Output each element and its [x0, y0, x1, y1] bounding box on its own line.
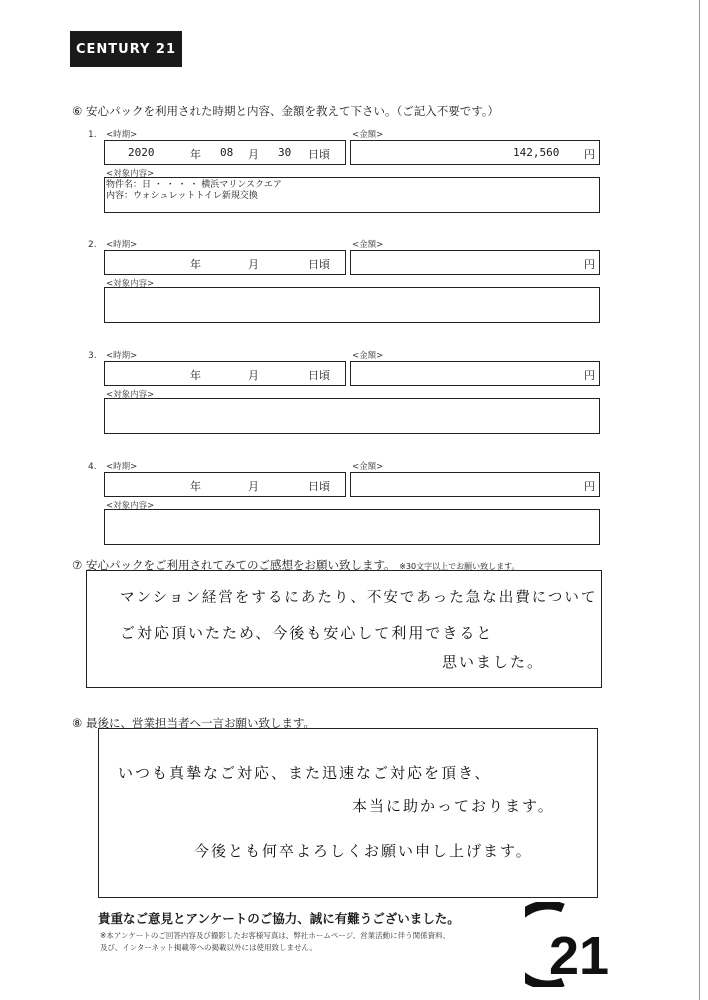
q7-heading-text: ⑦ 安心パックをご利用されてみてのご感想をお願い致します。 — [72, 558, 396, 572]
entry-4-number: 4. — [88, 462, 97, 472]
q8-answer-line-3: 今後とも何卒よろしくお願い申し上げます。 — [194, 842, 533, 860]
entry-4-content-box — [104, 509, 600, 545]
logo-mark-text: 21 — [549, 926, 610, 986]
entry-2-day-unit: 日頃 — [308, 258, 330, 271]
entry-2-month-unit: 月 — [248, 258, 259, 271]
q7-heading-note: ※30文字以上でお願い致します。 — [399, 562, 520, 571]
entry-2-yen-unit: 円 — [584, 258, 595, 271]
entry-1-year: 2020 — [128, 146, 155, 159]
entry-3-content-box — [104, 398, 600, 434]
entry-4-content-label: <対象内容> — [106, 501, 155, 511]
entry-1-content-line2: 内容：ウォシュレットトイレ新規交換 — [106, 191, 258, 201]
century21-mark-logo — [525, 902, 625, 987]
entry-1-number: 1. — [88, 130, 97, 140]
entry-2-content-box — [104, 287, 600, 323]
q7-answer-line-1: マンション経営をするにあたり、不安であった急な出費について — [120, 590, 598, 606]
entry-4-amount-box — [350, 472, 600, 497]
entry-4-amount-label: <金額> — [352, 462, 384, 472]
entry-3-period-label: <時期> — [106, 351, 138, 361]
entry-1-year-unit: 年 — [190, 148, 201, 161]
entry-2-content-label: <対象内容> — [106, 279, 155, 289]
entry-3-day-unit: 日頃 — [308, 369, 330, 382]
footnote-line-1: ※本アンケートのご回答内容及び撮影したお客様写真は、弊社ホームページ、営業活動に伴う関係資料、 — [100, 931, 451, 940]
q7-answer-line-3: 思いました。 — [442, 653, 545, 671]
entry-1-content-line1: 物件名：日 ・ ・ ・ ・ 横浜マリンスクエア — [106, 180, 282, 190]
entry-3-amount-box — [350, 361, 600, 386]
entry-1-day: 30 — [278, 146, 292, 159]
entry-1-day-unit: 日頃 — [308, 148, 330, 161]
q7-answer-line-2: ご対応頂いたため、今後も安心して利用できると — [120, 624, 494, 642]
entry-4-day-unit: 日頃 — [308, 480, 330, 493]
entry-2-amount-label: <金額> — [352, 240, 384, 250]
entry-1-month-unit: 月 — [248, 148, 259, 161]
q6-heading: ⑥ 安心パックを利用された時期と内容、金額を教えて下さい。（ご記入不要です。） — [72, 104, 500, 118]
century21-logo: CENTURY 21 — [70, 31, 182, 67]
entry-3-yen-unit: 円 — [584, 369, 595, 382]
entry-3-month-unit: 月 — [248, 369, 259, 382]
entry-4-year-unit: 年 — [190, 480, 201, 493]
entry-1-period-label: <時期> — [106, 130, 138, 140]
q8-heading: ⑧ 最後に、営業担当者へ一言お願い致します。 — [72, 716, 316, 730]
entry-4-month-unit: 月 — [248, 480, 259, 493]
footnote-line-2: 及び、インターネット掲載等への掲載以外には使用致しません。 — [100, 943, 317, 952]
page-edge — [699, 0, 700, 1000]
entry-1-content-label: <対象内容> — [106, 169, 155, 179]
entry-2-amount-box — [350, 250, 600, 275]
entry-3-year-unit: 年 — [190, 369, 201, 382]
entry-2-period-label: <時期> — [106, 240, 138, 250]
entry-1-amount: 142,560 — [513, 146, 560, 159]
entry-4-period-label: <時期> — [106, 462, 138, 472]
entry-1-amount-label: <金額> — [352, 130, 384, 140]
entry-2-year-unit: 年 — [190, 258, 201, 271]
entry-2-number: 2. — [88, 240, 97, 250]
q8-answer-line-2: 本当に助かっております。 — [352, 797, 555, 815]
entry-4-yen-unit: 円 — [584, 480, 595, 493]
entry-3-number: 3. — [88, 351, 97, 361]
entry-1-amount-box — [350, 140, 600, 165]
entry-1-yen-unit: 円 — [584, 148, 595, 161]
q8-answer-line-1: いつも真摯なご対応、また迅速なご対応を頂き、 — [118, 764, 492, 782]
entry-3-content-label: <対象内容> — [106, 390, 155, 400]
entry-1-month: 08 — [220, 146, 234, 159]
entry-3-amount-label: <金額> — [352, 351, 384, 361]
thanks-message: 貴重なご意見とアンケートのご協力、誠に有難うございました。 — [98, 911, 460, 926]
